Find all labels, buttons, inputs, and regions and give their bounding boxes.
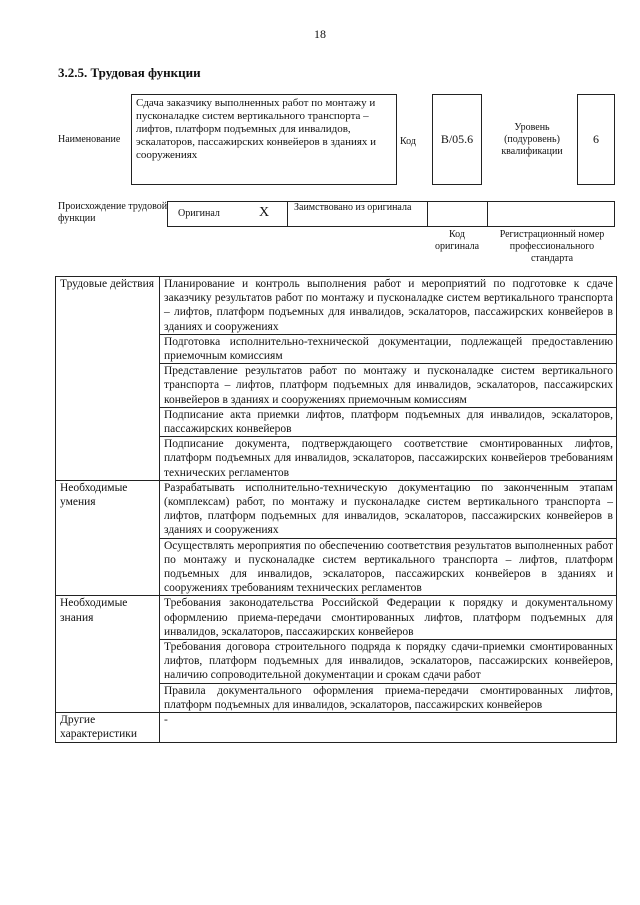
borrowed-label: Заимствовано из оригинала bbox=[294, 202, 412, 213]
list-item: Правила документального оформления приема-передачи смонтированных лифтов, платформ подъемных для инвалидов, эскалаторов, пассажирских конвейеров bbox=[160, 683, 617, 712]
function-code-field: В/05.6 bbox=[432, 94, 482, 185]
name-label: Наименование bbox=[58, 134, 121, 145]
table-row bbox=[56, 480, 617, 538]
code-original-cell bbox=[428, 202, 488, 226]
original-cell bbox=[168, 202, 288, 226]
section-title: 3.2.5. Трудовая функции bbox=[58, 65, 201, 80]
original-mark: X bbox=[259, 205, 270, 220]
list-item: Подписание документа, подтверждающего соответствие смонтированных лифтов, платформ подъемных для инвалидов, эскалаторов, пассажирских конвейеров требованиям технических регламентов bbox=[160, 437, 617, 481]
table-row bbox=[56, 277, 617, 335]
section-title-knowledge: Необходимые знания bbox=[56, 596, 160, 713]
origin-label: Происхождение трудовой функции bbox=[58, 201, 168, 224]
section-title-other: Другие характеристики bbox=[56, 713, 160, 742]
level-label: Уровень (подуровень) квалификации bbox=[501, 122, 563, 157]
qualification-level-field: 6 bbox=[577, 94, 615, 185]
table-row bbox=[56, 596, 617, 640]
code-original-label: Код оригинала bbox=[434, 229, 480, 252]
list-item: Представление результатов работ по монтажу и пусконаладке систем вертикального транспорта – лифтов, платформ подъемных для инвалидов, эскалаторов, пассажирских конвейеров в зданиях и сооружениях приемочным комиссиям bbox=[160, 364, 617, 408]
function-details-table bbox=[55, 276, 617, 743]
page-number: 18 bbox=[314, 27, 326, 41]
section-title-labor-actions: Трудовые действия bbox=[56, 277, 160, 481]
list-item: Разрабатывать исполнительно-техническую документацию по законченным этапам (комплексам) работ, по монтажу и пусконаладке систем вертикального транспорта – лифтов, платформ подъемных для инвалидов, эскалаторов, пассажирских конвейеров в зданиях и сооружениях bbox=[160, 480, 617, 538]
section-title-skills: Необходимые умения bbox=[56, 480, 160, 596]
origin-row bbox=[167, 201, 615, 227]
list-item: Подписание акта приемки лифтов, платформ подъемных для инвалидов, эскалаторов, пассажирских конвейеров bbox=[160, 407, 617, 436]
list-item: - bbox=[160, 713, 617, 742]
original-label: Оригинал bbox=[178, 208, 220, 219]
list-item: Планирование и контроль выполнения работ и мероприятий по подготовке к сдаче заказчику результатов работ по монтажу и пусконаладке систем вертикального транспорта – лифтов, платформ подъемных для инвалидов, эскалаторов, пассажирских конвейеров в зданиях и сооружениях bbox=[160, 277, 617, 335]
table-row bbox=[56, 713, 617, 742]
reg-number-label: Регистрационный номер профессионального стандарта bbox=[499, 229, 605, 264]
code-label: Код bbox=[400, 136, 416, 147]
reg-number-cell bbox=[488, 202, 614, 226]
borrowed-cell bbox=[288, 202, 428, 226]
list-item: Подготовка исполнительно-технической документации, подлежащей предоставлению приемочным комиссиям bbox=[160, 334, 617, 363]
function-name-field: Сдача заказчику выполненных работ по монтажу и пусконаладке систем вертикального транспорта – лифтов, платформ подъемных для инвалидов, эскалаторов, пассажирских конвейеров в зданиях и сооружениях bbox=[131, 94, 397, 185]
list-item: Требования договора строительного подряда к порядку сдачи-приемки смонтированных лифтов, платформ подъемных для инвалидов, эскалаторов, пассажирских конвейеров, наличию сопроводительной документации и срокам сдачи работ bbox=[160, 640, 617, 684]
list-item: Осуществлять мероприятия по обеспечению соответствия результатов выполненных работ по монтажу и пусконаладке систем вертикального транспорта – лифтов, платформ подъемных для инвалидов, эскалаторов, пассажирских конвейеров в зданиях и сооружениях требованиям технических регламентов bbox=[160, 538, 617, 596]
list-item: Требования законодательства Российской Федерации к порядку и документальному оформлению приема-передачи смонтированных лифтов, платформ подъемных для инвалидов, эскалаторов, пассажирских конвейеров bbox=[160, 596, 617, 640]
